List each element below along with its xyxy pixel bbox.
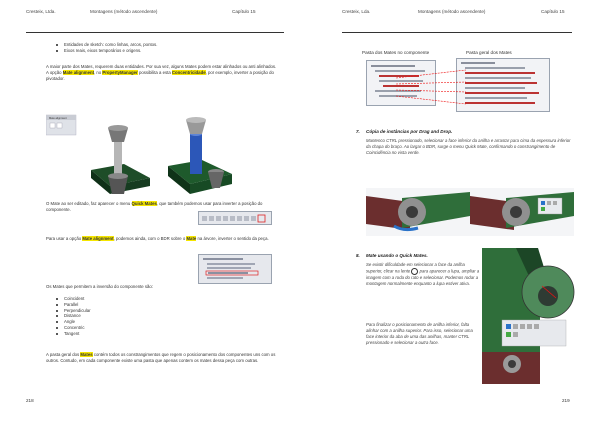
page-number: 218 — [26, 398, 34, 403]
step-8-number: 8. — [356, 253, 360, 258]
context-menu-image — [198, 254, 272, 284]
list-item: Perpendicular — [52, 308, 172, 314]
panel-title: Mate alignment — [49, 117, 67, 120]
step-7-drop-image — [470, 188, 574, 236]
model-aligned-image — [91, 125, 150, 194]
paragraph-mates-folder: A pasta geral dos Mates contém todos os constrangimentos que regem o posicionamento dos componentes uns com os outros. Contudo, em cada componente existe uma pasta que apenas contem os mates dessa peça com outras. — [46, 352, 276, 363]
list-item: Concentric — [52, 325, 172, 331]
flip-alignment-icon — [258, 215, 265, 222]
step-7-title: Cópia de instâncias por Drag and Drop. — [366, 129, 453, 134]
header-company: Cresteix, Ltda. — [26, 9, 56, 14]
red-connector-arrows — [396, 64, 468, 108]
step-7-body: Mantenco CTRL pressionado, selecionar a face inferior da anilha e arrastar para cima da espessura inferior da chapa do braço. Ao largar o BDR, surge o menu Quick Mate, confirmando o constrangimento de Coincidência no vista verde. — [366, 138, 571, 155]
concentricidade-term: Concentricidade — [171, 69, 206, 75]
bullet-list-entities — [52, 42, 272, 54]
mates-term: Mates — [80, 352, 93, 357]
header-rule — [26, 32, 284, 33]
header-chapter: Capítulo 15 — [232, 9, 256, 14]
step-8-body-2: Para finalizar o posicionamento de anilha inferior, falta alinhar com a anilha superior. Para isso, selecionar uma face interior da aba de uma das anilhas, manter CTRL pressionado e selecionar a outra face. — [366, 322, 473, 345]
figure-mate-alignment — [46, 112, 246, 198]
model-anti-aligned-image — [168, 117, 232, 194]
list-item: Eixos reais, eixos temporários e origens. — [52, 48, 272, 54]
caption-general-mates: Pasta geral dos Mates — [466, 50, 512, 55]
header-company: Cresteix, Lda. — [342, 9, 371, 14]
magnifier-lens-icon — [411, 268, 418, 275]
list-item: Parallel — [52, 302, 172, 308]
paragraph-mates-intro: A maior parte dos Mates, requerem duas entidades. Por sua vez, alguns Mates podem estar alinhados ou anti alinhados. A opção Mate alignment, no PropertyManager possibilita a esta Concentricidade, por exemplo, inverter a posição do pivotador. — [46, 64, 277, 81]
context-menu-lines — [199, 255, 271, 283]
header-title: Montagens (método ascendente) — [90, 9, 158, 14]
general-tree-lines — [457, 59, 549, 111]
align-button-icon — [50, 123, 55, 128]
general-mates-folder-image — [456, 58, 550, 112]
header-chapter: Capítulo 15 — [541, 9, 565, 14]
page-number: 219 — [562, 398, 570, 403]
step-7-drag-image — [366, 188, 470, 236]
list-item: Angle — [52, 319, 172, 325]
quick-mates-panel — [502, 320, 566, 346]
propertymanager-term: PropertyManager — [102, 69, 138, 75]
quick-mates-toolbar-icons — [199, 213, 271, 225]
step-8-body-1: Se existir dificuldade em selecionar a face da anilha superior, clicar na lente para aparecer a lupa, ampliar a imagem com a roda do rato e selecionar. Podemos rodar a montagem normalmente enquanto a lupa estiver ativa. — [366, 262, 480, 286]
paragraph-mates-list-intro: Os Mates que permitem a inversão do componente são: — [46, 284, 154, 289]
list-item: Entidades de sketch: como linhas, arcos, pontos. — [52, 42, 272, 48]
caption-component-mates: Pasta dos Mates no componente — [362, 50, 430, 55]
mate-types-list — [52, 296, 172, 337]
paragraph-quick-mates: O Mate ao ser editado, faz aparecer o menu Quick Mates, que também podemos usar para inverter a posição do componente. — [46, 201, 263, 212]
quick-mate-popup — [538, 198, 562, 214]
quick-mates-term: Quick Mates — [131, 201, 157, 206]
anti-align-button-icon — [57, 123, 62, 128]
right-page — [300, 0, 600, 424]
list-item: Distance — [52, 313, 172, 319]
step-8-title: Mate usando o Quick Mates. — [366, 253, 428, 258]
paragraph-mate-alignment-tree: Para usar a opção Mate alignment, podemos ainda, com o BDR sobre o Mate na árvore, inverter o sentido da peça. — [46, 236, 269, 241]
quick-mates-toolbar-image — [198, 211, 272, 225]
list-item: Coincident — [52, 296, 172, 302]
header-rule — [342, 32, 572, 33]
list-item: Tangent — [52, 331, 172, 337]
mate-alignment-term: Mate alignment — [82, 236, 114, 241]
step-7-number: 7. — [356, 129, 360, 134]
mate-term: Mate — [186, 236, 197, 241]
header-title: Montagens (método ascendente) — [418, 9, 486, 14]
step-8-magnifier-image — [482, 248, 576, 384]
mate-alignment-term: Mate alignment — [62, 69, 95, 75]
